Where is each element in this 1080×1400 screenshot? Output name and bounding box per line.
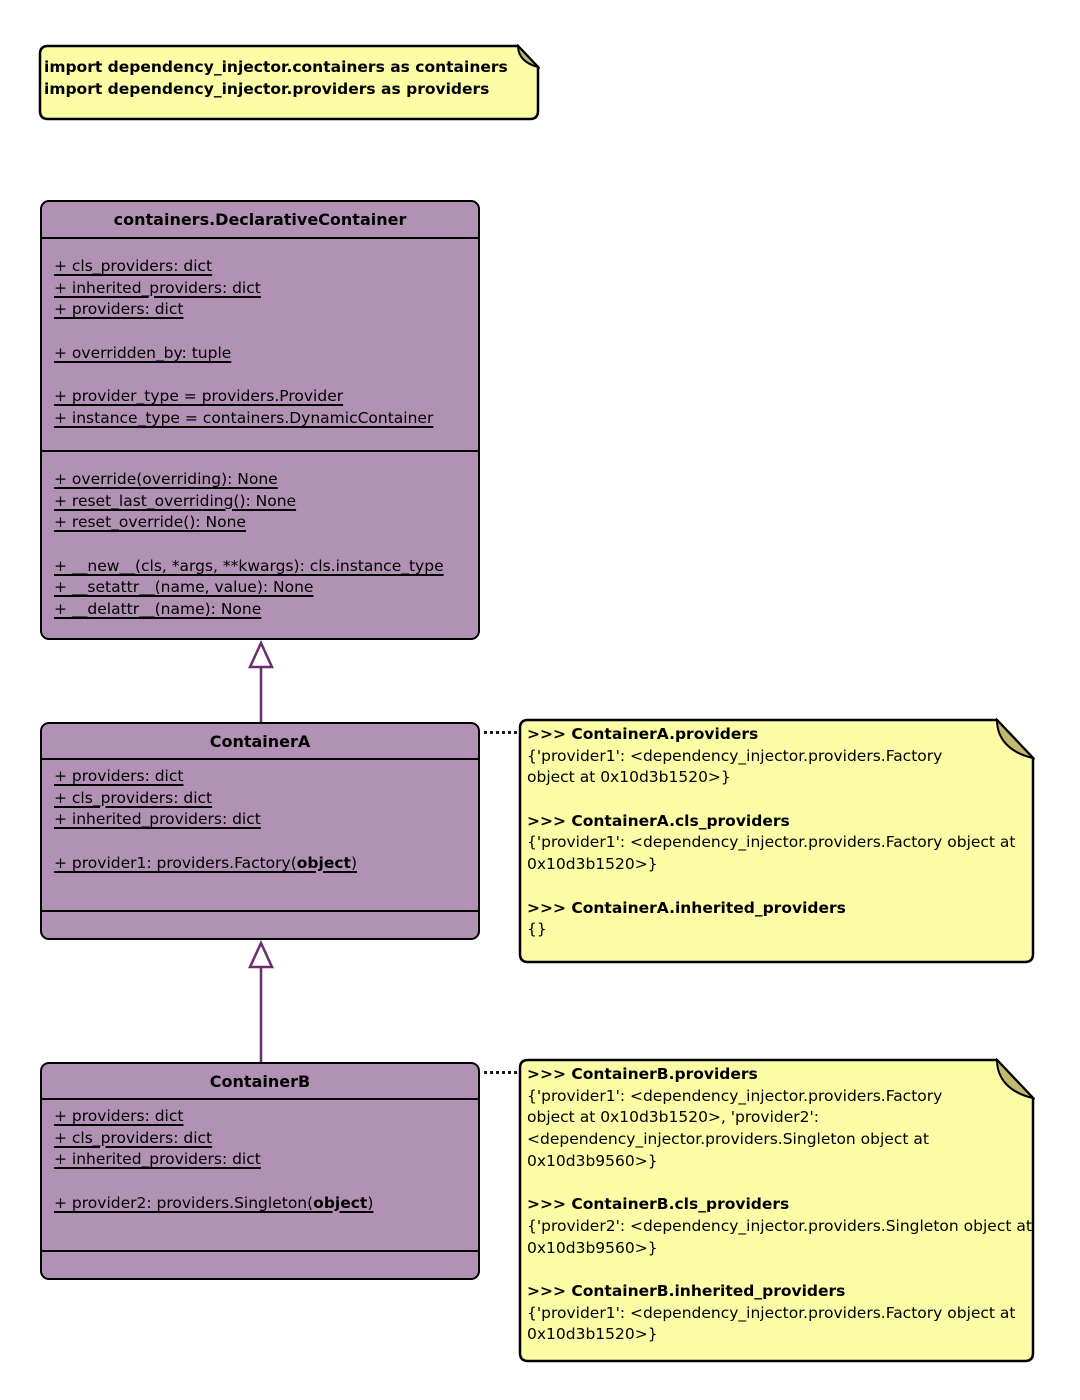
attribute: + cls_providers: dict: [54, 1128, 213, 1147]
attribute: + inherited_providers: dict: [54, 1150, 261, 1169]
repl-output: object at 0x10d3b1520>}: [527, 768, 731, 787]
spacer: [527, 789, 1025, 811]
attributes-compartment: [42, 760, 478, 912]
methods-compartment-empty: [42, 912, 478, 938]
repl-output: {'provider1': <dependency_injector.providers.Factory: [527, 1086, 943, 1105]
repl-output: {'provider2': <dependency_injector.providers.Singleton object at: [527, 1216, 1032, 1235]
attribute: + provider_type = providers.Provider: [54, 387, 344, 406]
repl-output: {}: [527, 920, 547, 939]
repl-output: 0x10d3b9560>}: [527, 1151, 658, 1170]
repl-output: 0x10d3b1520>}: [527, 855, 658, 874]
repl-output: {'provider1': <dependency_injector.providers.Factory object at: [527, 833, 1016, 852]
methods-compartment: [42, 452, 478, 640]
attribute: + providers: dict: [54, 767, 184, 785]
class-declarative-container: [40, 200, 480, 640]
repl-output: 0x10d3b9560>}: [527, 1238, 658, 1257]
repl-command: >>> ContainerA.inherited_providers: [527, 898, 846, 917]
repl-output: {'provider1': <dependency_injector.providers.Factory: [527, 746, 943, 765]
import-line: import dependency_injector.containers as containers: [44, 58, 508, 76]
method: + reset_override(): None: [54, 513, 246, 532]
import-line: import dependency_injector.providers as providers: [44, 79, 490, 98]
spacer: [42, 1171, 478, 1193]
method: + override(overriding): None: [54, 470, 278, 488]
repl-command: >>> ContainerB.inherited_providers: [527, 1281, 846, 1300]
spacer: [42, 534, 478, 556]
attributes-compartment: [42, 1100, 478, 1252]
attribute: + inherited_providers: dict: [54, 810, 261, 829]
attribute: + inherited_providers: dict: [54, 278, 261, 297]
repl-output: <dependency_injector.providers.Singleton object at: [527, 1130, 929, 1149]
container-b-output-note: [518, 1058, 1035, 1363]
attribute: + cls_providers: dict: [54, 788, 213, 807]
spacer: [527, 876, 1025, 898]
attribute: + instance_type = containers.DynamicContainer: [54, 408, 434, 427]
method: + reset_last_overriding(): None: [54, 491, 297, 510]
attribute-provider2: + provider2: providers.Singleton(object): [54, 1193, 374, 1212]
class-title: ContainerA: [42, 724, 478, 760]
method: + __delattr__(name): None: [54, 600, 262, 619]
note-link-b: [484, 1071, 517, 1074]
repl-command: >>> ContainerB.cls_providers: [527, 1195, 790, 1214]
inheritance-arrow-b-icon: [239, 940, 283, 1062]
attribute: + providers: dict: [54, 1107, 184, 1125]
spacer: [527, 1172, 1025, 1194]
repl-command: >>> ContainerA.cls_providers: [527, 811, 790, 830]
attributes-compartment: [42, 239, 478, 452]
repl-command: >>> ContainerA.providers: [527, 725, 759, 743]
spacer: [527, 1259, 1025, 1281]
attribute-provider1: + provider1: providers.Factory(object): [54, 853, 357, 872]
inheritance-arrow-a-icon: [239, 640, 283, 722]
spacer: [42, 831, 478, 853]
repl-output: object at 0x10d3b1520>, 'provider2':: [527, 1108, 819, 1127]
method: + __new__(cls, *args, **kwargs): cls.instance_type: [54, 556, 444, 575]
repl-output: 0x10d3b1520>}: [527, 1325, 658, 1344]
spacer: [42, 364, 478, 386]
imports-note: [38, 44, 540, 121]
spacer: [42, 321, 478, 343]
method: + __setattr__(name, value): None: [54, 578, 314, 597]
methods-compartment-empty: [42, 1252, 478, 1278]
class-container-b: [40, 1062, 480, 1280]
attribute: + cls_providers: dict: [54, 257, 213, 275]
note-link-a: [484, 731, 517, 734]
repl-command: >>> ContainerB.providers: [527, 1065, 758, 1083]
attribute: + overridden_by: tuple: [54, 343, 232, 362]
repl-output: {'provider1': <dependency_injector.providers.Factory object at: [527, 1303, 1016, 1322]
attribute: + providers: dict: [54, 300, 184, 319]
container-a-output-note: [518, 718, 1035, 964]
class-title: containers.DeclarativeContainer: [42, 202, 478, 239]
class-title: ContainerB: [42, 1064, 478, 1100]
class-container-a: [40, 722, 480, 940]
